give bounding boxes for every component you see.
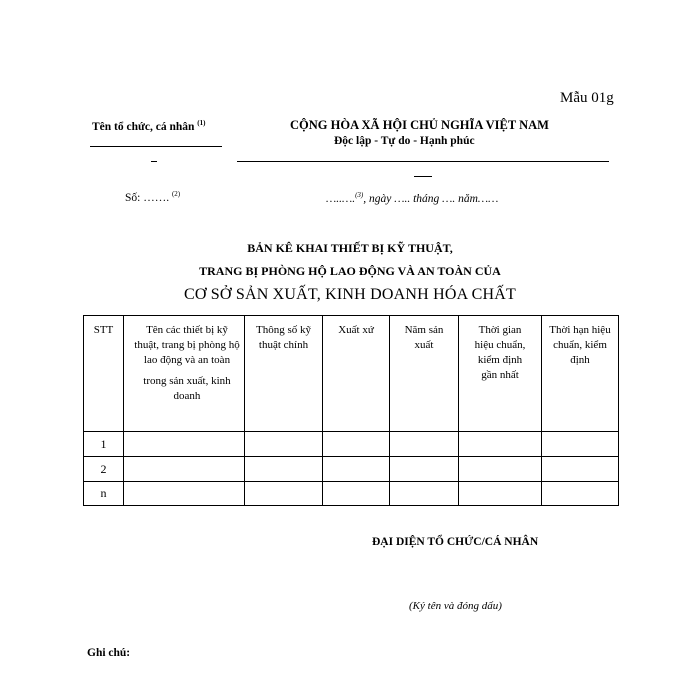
representative-title: ĐẠI DIỆN TỔ CHỨC/CÁ NHÂN [372, 536, 539, 548]
organization-label [92, 119, 205, 133]
equipment-table [83, 315, 619, 506]
footnote-3-marker: (3) [355, 191, 364, 199]
table-header-row [84, 316, 619, 432]
date-place-dots: …..…. [326, 192, 356, 205]
header-last-calibration: Thời gian hiệu chuẩn, kiểm định gần nhất [459, 316, 542, 432]
table-row [84, 432, 619, 457]
table-cell [390, 432, 459, 457]
table-cell [542, 457, 619, 482]
table-cell [542, 482, 619, 506]
table-cell [124, 432, 245, 457]
table-cell [323, 482, 390, 506]
table-cell [459, 482, 542, 506]
form-code: Mẫu 01g [560, 90, 614, 106]
organization-underline-dash [151, 161, 157, 162]
header-equipment-name-part-2: trong sản xuất, kinh doanh [143, 375, 231, 402]
organization-name-line [90, 146, 222, 147]
header-origin: Xuất xứ [323, 316, 390, 432]
table-cell [459, 432, 542, 457]
header-stt: STT [84, 316, 124, 432]
table-cell [323, 457, 390, 482]
table-cell [323, 432, 390, 457]
header-manufacture-year: Năm sản xuất [390, 316, 459, 432]
form-title-line-2: TRANG BỊ PHÒNG HỘ LAO ĐỘNG VÀ AN TOÀN CỦA [199, 264, 501, 278]
footnote-1-marker: (1) [197, 119, 206, 127]
national-motto: Độc lập - Tự do - Hạnh phúc [334, 135, 475, 147]
organization-label-text: Tên tổ chức, cá nhân [92, 120, 195, 133]
table-cell [459, 457, 542, 482]
form-title-line-3: CƠ SỞ SẢN XUẤT, KINH DOANH HÓA CHẤT [183, 286, 517, 303]
motto-underline-dash [414, 176, 432, 177]
form-title-line-1: BẢN KÊ KHAI THIẾT BỊ KỸ THUẬT, [247, 241, 453, 255]
table-cell [542, 432, 619, 457]
row-stt: n [84, 482, 124, 506]
notes-label: Ghi chú: [87, 647, 131, 659]
document-number [125, 190, 180, 204]
header-equipment-name [124, 316, 245, 432]
header-calibration-validity: Thời hạn hiệu chuẩn, kiểm định [542, 316, 619, 432]
date-text: , ngày ….. tháng …. năm…… [363, 192, 499, 205]
header-equipment-name-part-1: Tên các thiết bị kỹ thuật, trang bị phòng hộ lao động và an toàn [134, 324, 240, 366]
header-technical-specs: Thông số kỹ thuật chính [245, 316, 323, 432]
document-number-text: Số: ……. [125, 191, 170, 204]
table-cell [124, 457, 245, 482]
table-cell [245, 432, 323, 457]
signature-instruction: (Ký tên và đóng dấu) [409, 600, 502, 612]
row-stt: 1 [84, 432, 124, 457]
table-cell [390, 482, 459, 506]
row-stt: 2 [84, 457, 124, 482]
table-cell [245, 482, 323, 506]
table-cell [124, 482, 245, 506]
table-row [84, 482, 619, 506]
footnote-2-marker: (2) [171, 190, 181, 198]
document-date [326, 191, 498, 205]
national-title: CỘNG HÒA XÃ HỘI CHỦ NGHĨA VIỆT NAM [290, 118, 549, 132]
table-cell [245, 457, 323, 482]
motto-underline [237, 161, 609, 162]
table-cell [390, 457, 459, 482]
table-row [84, 457, 619, 482]
